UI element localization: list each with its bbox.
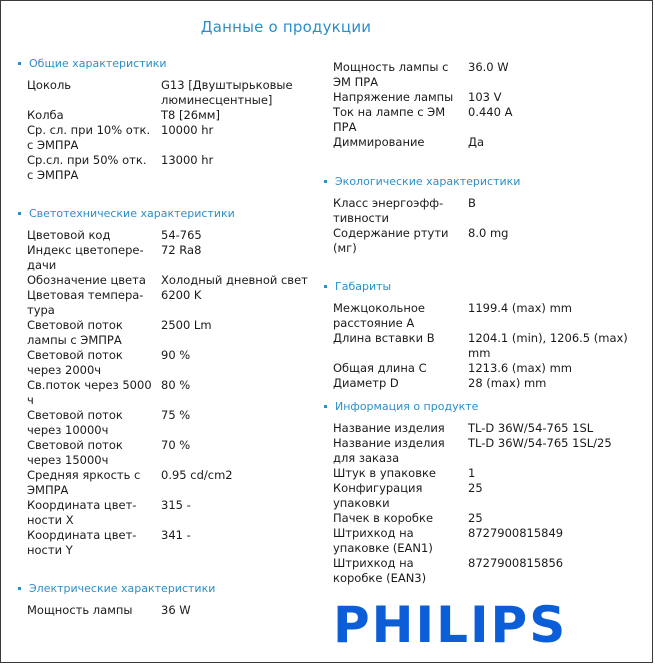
spec-row [322, 105, 512, 135]
section-heading [16, 206, 308, 220]
spec-label: Световой поток через 2000ч [27, 348, 123, 377]
spec-row [322, 331, 647, 361]
spec-row [16, 498, 308, 528]
spec-value: Да [468, 135, 485, 149]
spec-label: Цветовой код [27, 228, 111, 242]
spec-row [322, 466, 612, 481]
section-heading [322, 279, 647, 293]
spec-row [16, 78, 293, 108]
spec-label: Содержание ртути (мг) [333, 226, 449, 255]
section-title: Экологические характеристики [335, 174, 521, 188]
bullet-icon [324, 285, 327, 288]
spec-label: Световой поток через 10000ч [27, 408, 123, 437]
spec-value: 72 Ra8 [161, 243, 202, 257]
spec-value: TL-D 36W/54-765 1SL [468, 421, 594, 435]
spec-label: Цоколь [27, 78, 72, 92]
section-electrical [16, 581, 215, 618]
bullet-icon [18, 587, 21, 590]
spec-row [16, 348, 308, 378]
spec-row [322, 481, 612, 511]
spec-label: Координата цвет- ности Y [27, 528, 137, 557]
spec-label: Ток на лампе с ЭМ ПРА [333, 105, 446, 134]
spec-value: 1213.6 (max) mm [468, 361, 572, 375]
spec-row [322, 511, 612, 526]
spec-row [16, 243, 308, 273]
section-rows [322, 196, 520, 256]
spec-row [322, 556, 612, 586]
spec-value: 103 V [468, 90, 502, 104]
bullet-icon [324, 405, 327, 408]
spec-row [16, 528, 308, 558]
section-ecology [322, 174, 520, 256]
section-dimensions [322, 279, 647, 391]
spec-value: 6200 K [161, 288, 202, 302]
spec-value: 0.95 cd/cm2 [161, 468, 233, 482]
spec-label: Пачек в коробке [333, 511, 434, 525]
section-rows [16, 228, 308, 558]
bullet-icon [18, 62, 21, 65]
spec-label: Ср.сл. при 50% отк. с ЭМПРА [27, 153, 147, 182]
spec-row [16, 603, 215, 618]
bullet-icon [18, 212, 21, 215]
spec-row [16, 438, 308, 468]
section-rows [322, 301, 647, 391]
spec-label: Св.поток через 5000 ч [27, 378, 152, 407]
spec-label: Ср. сл. при 10% отк. с ЭМПРА [27, 123, 151, 152]
spec-row [322, 526, 612, 556]
section-title: Электрические характеристики [29, 581, 216, 595]
section-rows [16, 78, 293, 183]
philips-logo: PHILIPS [333, 596, 568, 654]
section-heading [322, 174, 520, 188]
section-product-info [322, 399, 612, 586]
spec-row [16, 108, 293, 123]
spec-value: 28 (max) mm [468, 376, 547, 390]
spec-value: 75 % [161, 408, 191, 422]
section-light [16, 206, 308, 558]
spec-row [16, 288, 308, 318]
spec-value: 80 % [161, 378, 191, 392]
section-heading [16, 56, 293, 70]
spec-row [322, 135, 512, 150]
spec-label: Мощность лампы [27, 603, 133, 617]
spec-label: Штук в упаковке [333, 466, 436, 480]
spec-row [322, 421, 612, 436]
page-title: Данные о продукции [200, 18, 372, 36]
spec-label: Средняя яркость с ЭМПРА [27, 468, 141, 497]
spec-row [16, 123, 293, 153]
spec-label: Индекс цветопере- дачи [27, 243, 144, 272]
section-title: Габариты [335, 279, 392, 293]
section-heading [16, 581, 215, 595]
spec-label: Координата цвет- ности X [27, 498, 137, 527]
section-heading [322, 399, 612, 413]
spec-label: Длина вставки B [333, 331, 435, 345]
spec-value: 2500 Lm [161, 318, 212, 332]
spec-value: T8 [26мм] [161, 108, 220, 122]
spec-value: 8.0 mg [468, 226, 509, 240]
spec-value: 25 [468, 511, 483, 525]
spec-row [322, 226, 520, 256]
section-electrical-cont [322, 60, 512, 150]
spec-row [322, 301, 647, 331]
section-general [16, 56, 293, 183]
section-rows [322, 60, 512, 150]
spec-label: Обозначение цвета [27, 273, 146, 287]
spec-label: Класс энергоэфф- тивности [333, 196, 444, 225]
spec-row [16, 408, 308, 438]
spec-label: Межцокольное расстояние A [333, 301, 425, 330]
section-title: Общие характеристики [29, 56, 167, 70]
spec-value: 8727900815849 [468, 526, 564, 540]
spec-label: Диммирование [333, 135, 425, 149]
spec-value: 90 % [161, 348, 191, 362]
spec-label: Мощность лампы с ЭМ ПРА [333, 60, 449, 89]
spec-label: Штрихкод на коробке (EAN3) [333, 556, 427, 585]
spec-value: 315 - [161, 498, 191, 512]
spec-label: Диаметр D [333, 376, 399, 390]
spec-value: 1199.4 (max) mm [468, 301, 572, 315]
spec-value: 36.0 W [468, 60, 509, 74]
section-title: Информация о продукте [335, 399, 479, 413]
spec-row [322, 196, 520, 226]
spec-value: 13000 hr [161, 153, 214, 167]
spec-label: Световой поток через 15000ч [27, 438, 123, 467]
spec-value: 25 [468, 481, 483, 495]
spec-label: Штрихкод на упаковке (EAN1) [333, 526, 433, 555]
spec-label: Световой поток лампы с ЭМПРА [27, 318, 123, 347]
spec-value: 36 W [161, 603, 191, 617]
spec-value: 1204.1 (min), 1206.5 (max) mm [468, 331, 628, 360]
spec-value: Холодный дневной свет [161, 273, 308, 287]
spec-row [322, 436, 612, 466]
spec-value: 1 [468, 466, 476, 480]
spec-row [16, 153, 293, 183]
spec-row [16, 468, 308, 498]
spec-row [16, 228, 308, 243]
spec-label: Конфигурация упаковки [333, 481, 423, 510]
spec-label: Название изделия для заказа [333, 436, 445, 465]
spec-value: TL-D 36W/54-765 1SL/25 [468, 436, 612, 450]
spec-value: 70 % [161, 438, 191, 452]
bullet-icon [324, 180, 327, 183]
spec-value: 54-765 [161, 228, 202, 242]
spec-label: Общая длина C [333, 361, 427, 375]
section-title: Светотехнические характеристики [29, 206, 235, 220]
spec-value: 341 - [161, 528, 191, 542]
spec-row [16, 378, 308, 408]
spec-row [322, 361, 647, 376]
spec-label: Название изделия [333, 421, 445, 435]
spec-value: 8727900815856 [468, 556, 564, 570]
spec-row [322, 90, 512, 105]
section-rows [16, 603, 215, 618]
spec-value: G13 [Двуштырьковые люминесцентные] [161, 78, 293, 107]
spec-value: 0.440 A [468, 105, 513, 119]
spec-label: Напряжение лампы [333, 90, 454, 104]
spec-value: B [468, 196, 476, 210]
spec-row [322, 60, 512, 90]
spec-row [322, 376, 647, 391]
spec-row [16, 318, 308, 348]
spec-label: Колба [27, 108, 64, 122]
spec-value: 10000 hr [161, 123, 214, 137]
spec-row [16, 273, 308, 288]
spec-label: Цветовая темпера- тура [27, 288, 144, 317]
section-rows [322, 421, 612, 586]
